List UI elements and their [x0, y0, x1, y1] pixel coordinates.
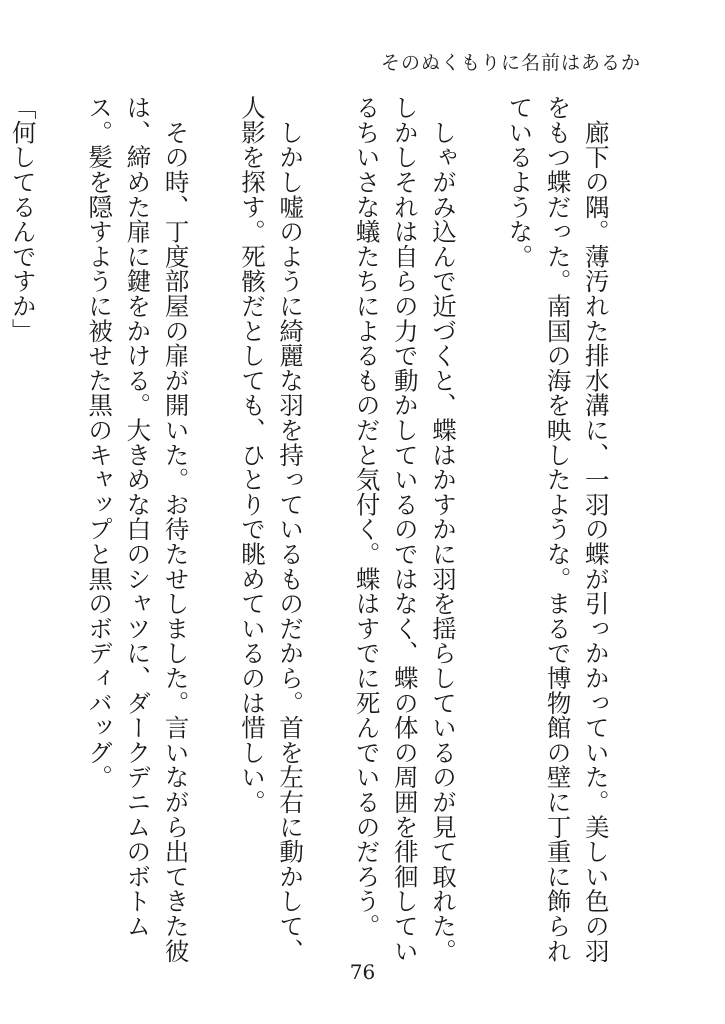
page-number: 76 [349, 960, 376, 984]
paragraph: 廊下の隅。薄汚れた排水溝に、一羽の蝶が引っかかっていた。美しい色の羽をもつ蝶だった。南国の海を映したような。まるで博物館の壁に丁重に飾られているような。 [505, 95, 611, 963]
paragraph: しゃがみ込んで近づくと、蝶はかすかに羽を揺らしているのが見て取れた。しかしそれは自らの力で動かしているのではなく、蝶の体の周囲を徘徊しているちいさな蟻たちによるものだと気付く。蝶はすでに死んでいるのだろう。 [352, 95, 458, 963]
running-header: そのぬくもりに名前はあるか [380, 52, 641, 74]
dialogue-line: 「何してるんですか」 [8, 95, 38, 343]
paragraph: その時、丁度部屋の扉が開いた。お待たせしました。言いながら出てきた彼は、締めた扉に鍵をかける。大きめな白のシャツに、ダークデニムのボトムス。髪を隠すように被せた黒のキャップと黒のボディバッグ。 [85, 95, 191, 963]
paragraph: しかし嘘のように綺麗な羽を持っているものだから。首を左右に動かして、人影を探す。死骸だとしても、ひとりで眺めているのは惜しい。 [237, 95, 306, 963]
body-text [0, 95, 653, 975]
